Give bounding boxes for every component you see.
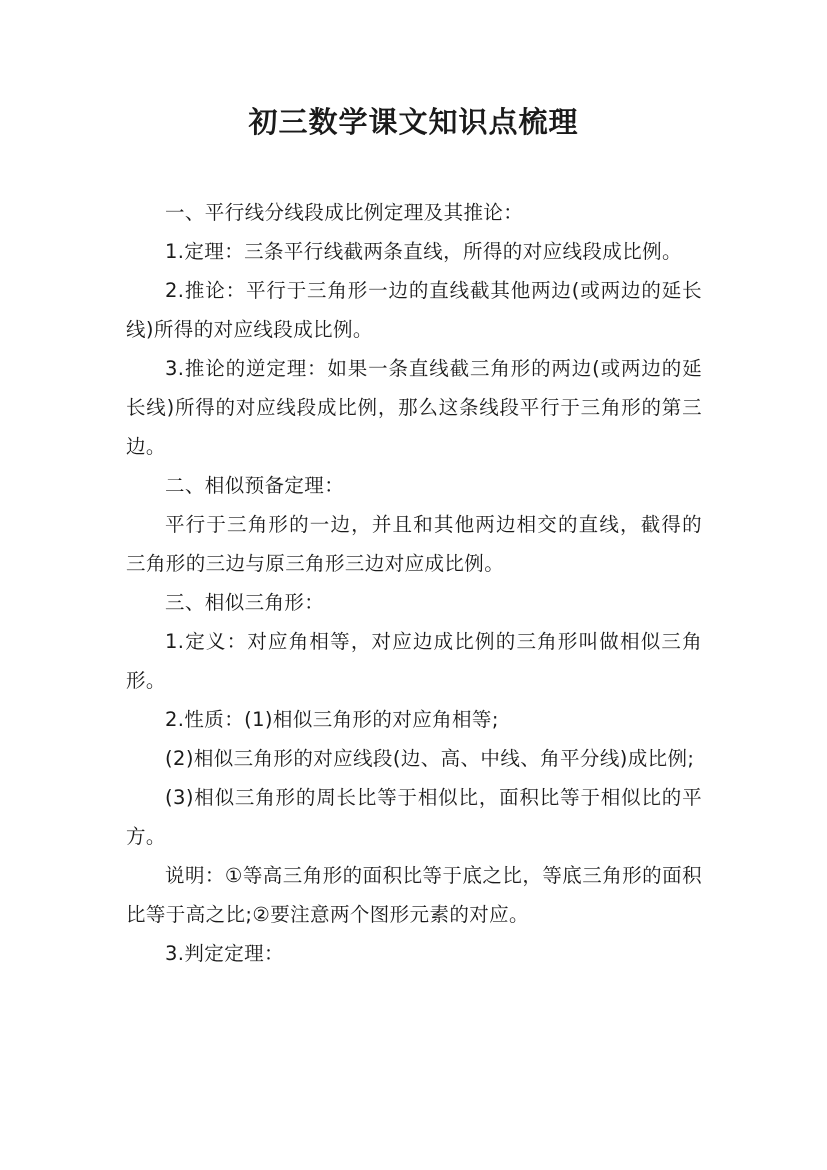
paragraph: 1.定理：三条平行线截两条直线，所得的对应线段成比例。	[165, 240, 682, 263]
paragraph: 三、相似三角形：	[165, 591, 325, 614]
paragraph: 3.推论的逆定理：如果一条直线截三角形的两边(或两边的延长线)所得的对应线段成比例，那么这条线段平行于三角形的第三边。	[126, 357, 702, 458]
paragraph: 2.性质：(1)相似三角形的对应角相等;	[165, 708, 499, 731]
paragraph: 平行于三角形的一边，并且和其他两边相交的直线，截得的三角形的三边与原三角形三边对应成比例。	[126, 513, 702, 575]
paragraph: 2.推论：平行于三角形一边的直线截其他两边(或两边的延长线)所得的对应线段成比例。	[126, 279, 702, 341]
paragraph: (2)相似三角形的对应线段(边、高、中线、角平分线)成比例;	[165, 747, 695, 770]
paragraph: (3)相似三角形的周长比等于相似比，面积比等于相似比的平方。	[126, 786, 702, 848]
paragraph: 1.定义：对应角相等，对应边成比例的三角形叫做相似三角形。	[126, 630, 702, 692]
document-body	[126, 193, 702, 973]
paragraph: 一、平行线分线段成比例定理及其推论：	[165, 201, 524, 224]
paragraph: 二、相似预备定理：	[165, 474, 345, 497]
document-title: 初三数学课文知识点梳理	[248, 105, 579, 139]
paragraph: 3.判定定理：	[165, 942, 284, 965]
paragraph: 说明：①等高三角形的面积比等于底之比，等底三角形的面积比等于高之比;②要注意两个图形元素的对应。	[126, 864, 702, 926]
